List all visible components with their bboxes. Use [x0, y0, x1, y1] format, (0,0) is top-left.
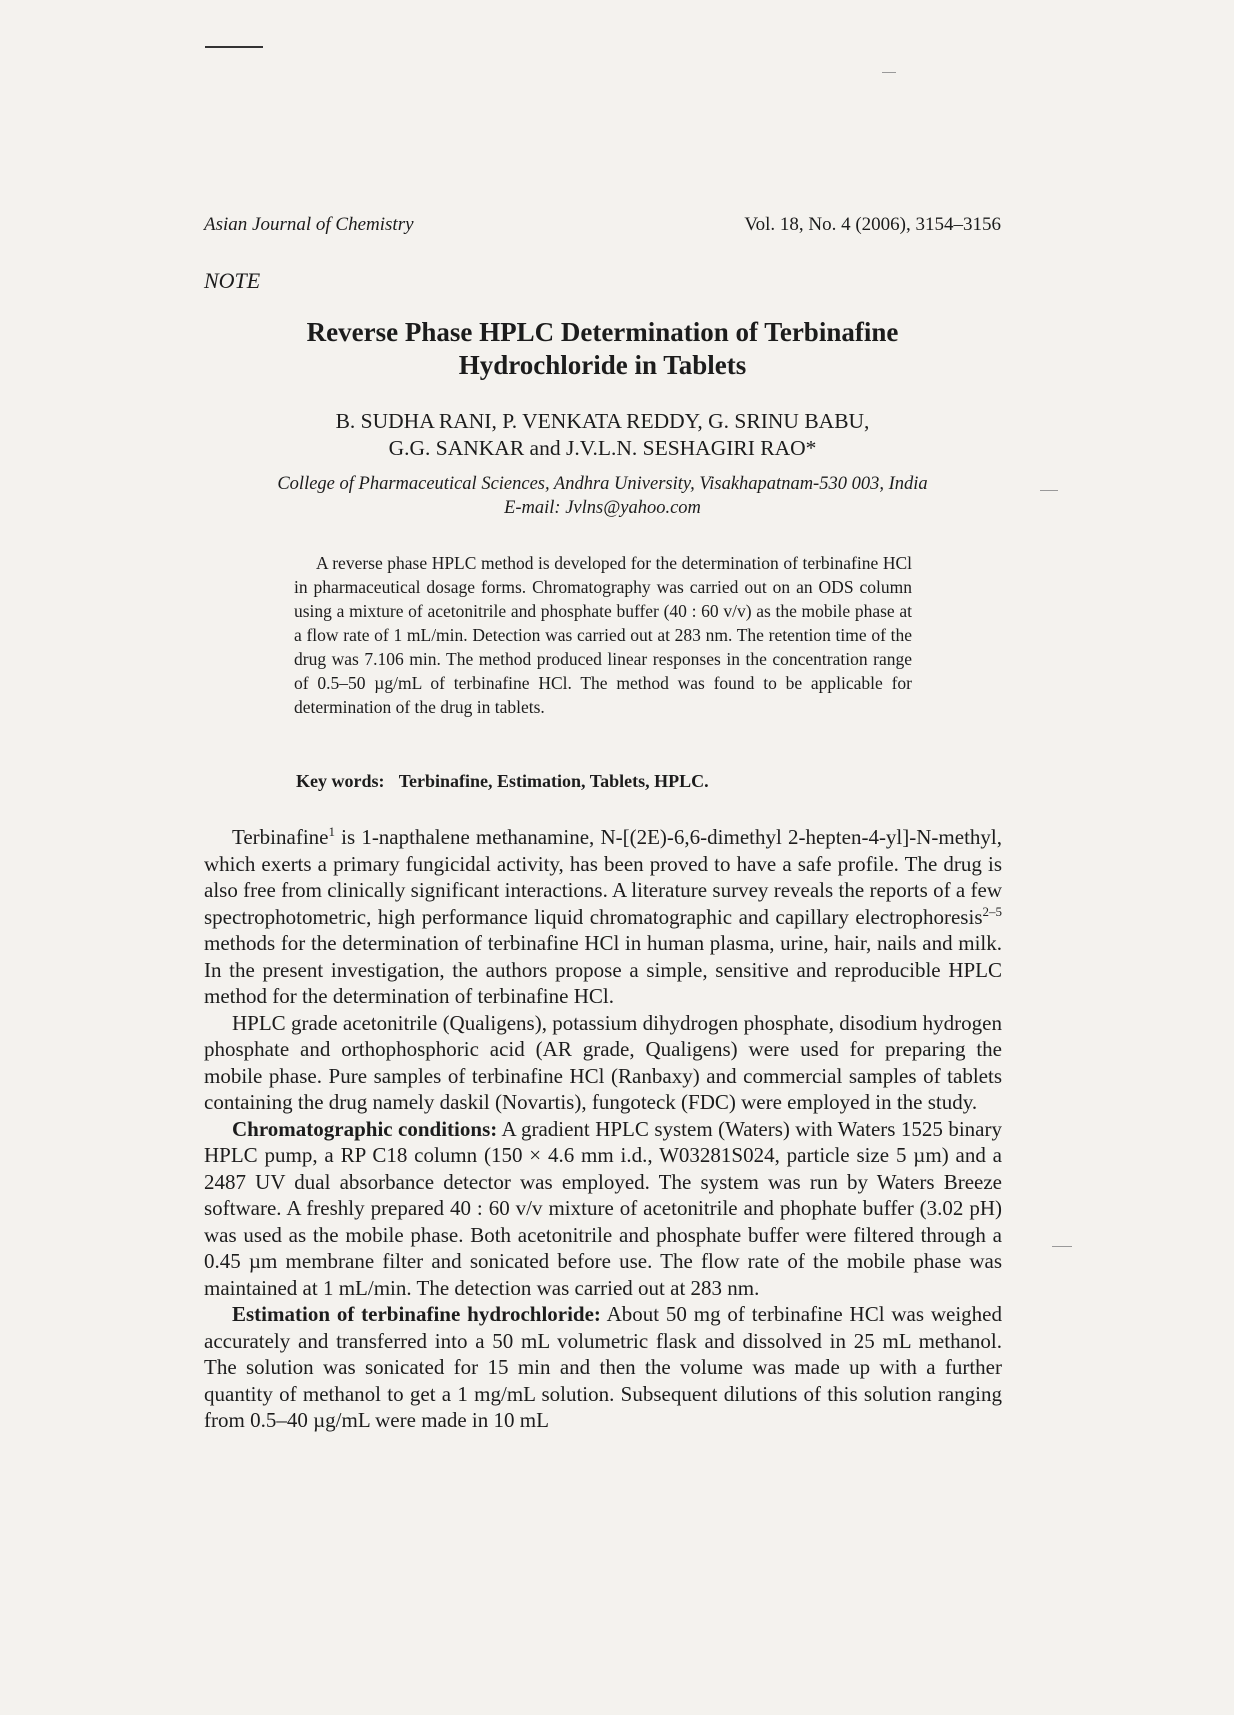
- author-list: [204, 408, 1001, 462]
- authors-line-2: G.G. SANKAR and J.V.L.N. SESHAGIRI RAO*: [388, 436, 817, 460]
- running-header: [204, 214, 1001, 236]
- paper-title: [204, 316, 1001, 382]
- body-text: [204, 824, 1002, 1434]
- scan-mark: [882, 72, 896, 73]
- title-line-1: Reverse Phase HPLC Determination of Terbinafine: [306, 317, 899, 347]
- journal-name: Asian Journal of Chemistry: [204, 214, 414, 235]
- keywords-value: Terbinafine, Estimation, Tablets, HPLC.: [398, 771, 709, 791]
- keywords: [296, 771, 912, 792]
- abstract: A reverse phase HPLC method is developed for the determination of terbinafine HCl in pharmaceutical dosage forms. Chromatography was carried out on an ODS column using a mixture of acetonitrile and phosphate buffer (40 : 60 v/v) as the mobile phase at a flow rate of 1 mL/min. Detection was carried out at 283 nm. The retention time of the drug was 7.106 min. The method produced linear responses in the concentration range of 0.5–50 µg/mL of terbinafine HCl. The method was found to be applicable for determination of the drug in tablets.: [294, 553, 912, 717]
- citation-ref: 2–5: [982, 903, 1002, 919]
- paragraph-chromatographic-conditions: [204, 1116, 1002, 1302]
- section-text: A gradient HPLC system (Waters) with Waters 1525 binary HPLC pump, a RP C18 column (150 × 4.6 mm i.d., W03281S024, particle size 5 µm) and a 2487 UV dual absorbance detector was employed. The system was run by Waters Breeze software. A freshly prepared 40 : 60 v/v mixture of acetonitrile and phophate buffer (3.02 pH) was used as the mobile phase. Both acetonitrile and phosphate buffer were filtered through a 0.45 µm membrane filter and sonicated before use. The flow rate of the mobile phase was maintained at 1 mL/min. The detection was carried out at 283 nm.: [204, 1116, 1002, 1300]
- authors-line-1: B. SUDHA RANI, P. VENKATA REDDY, G. SRINU BABU,: [335, 409, 870, 433]
- note-label: NOTE: [204, 268, 261, 293]
- intro-text-a: Terbinafine: [232, 825, 329, 849]
- keywords-label: Key words:: [296, 771, 385, 791]
- volume-info: Vol. 18, No. 4 (2006), 3154–3156: [744, 214, 1001, 235]
- section-text: About 50 mg of terbinafine HCl was weighed accurately and transferred into a 50 mL volumetric flask and dissolved in 25 mL methanol. The solution was sonicated for 15 min and then the volume was made up with a further quantity of methanol to get a 1 mg/mL solution. Subsequent dilutions of this solution ranging from 0.5–40 µg/mL were made in 10 mL: [204, 1302, 1002, 1432]
- paragraph-estimation: [204, 1301, 1002, 1434]
- top-rule: [205, 46, 263, 48]
- affiliation: [204, 472, 1001, 520]
- scan-mark: [1040, 490, 1058, 491]
- section-heading: Estimation of terbinafine hydrochloride:: [232, 1302, 601, 1326]
- title-line-2: Hydrochloride in Tablets: [458, 350, 747, 380]
- institution: College of Pharmaceutical Sciences, Andhra University, Visakhapatnam-530 003, India: [277, 474, 928, 494]
- paragraph-intro: [204, 824, 1002, 1010]
- intro-text-c: methods for the determination of terbinafine HCl in human plasma, urine, hair, nails and milk. In the present investigation, the authors propose a simple, sensitive and reproducible HPLC method for the determination of terbinafine HCl.: [204, 931, 1002, 1008]
- section-heading: Chromatographic conditions:: [232, 1116, 498, 1141]
- scan-mark: [1052, 1246, 1072, 1247]
- intro-text-b: is 1-napthalene methanamine, N-[(2E)-6,6-dimethyl 2-hepten-4-yl]-N-methyl, which exerts a primary fungicidal activity, has been proved to have a safe profile. The drug is also free from clinically significant interactions. A literature survey reveals the reports of a few spectrophotometric, high performance liquid chromatographic and capillary electrophoresis: [204, 825, 1002, 929]
- email: E-mail: Jvlns@yahoo.com: [504, 498, 701, 518]
- citation-ref: 1: [328, 824, 335, 839]
- paragraph-materials: HPLC grade acetonitrile (Qualigens), potassium dihydrogen phosphate, disodium hydrogen phosphate and orthophosphoric acid (AR grade, Qualigens) were used for preparing the mobile phase. Pure samples of terbinafine HCl (Ranbaxy) and commercial samples of tablets containing the drug namely daskil (Novartis), fungoteck (FDC) were employed in the study.: [204, 1010, 1002, 1114]
